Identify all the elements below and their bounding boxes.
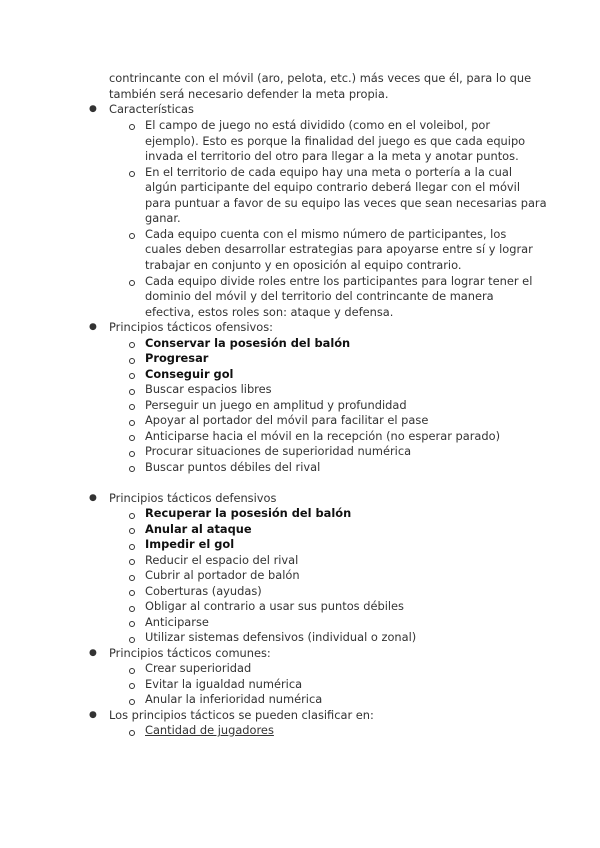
circle-bullet xyxy=(129,233,135,239)
circle-bullet xyxy=(129,590,135,596)
bullet-dot: ● xyxy=(89,648,97,658)
circle-bullet xyxy=(129,420,135,426)
list-item-line: ejemplo). Esto es porque la finalidad del juego es que cada equipo xyxy=(145,134,526,148)
list-item-underlined: Cantidad de jugadores xyxy=(145,723,274,737)
list-item-line: invada el territorio del otro para llegar a la meta y anotar puntos. xyxy=(145,149,519,163)
list-item: Procurar situaciones de superioridad numérica xyxy=(145,444,412,458)
list-item-line: Cada equipo divide roles entre los participantes para lograr tener el xyxy=(145,274,533,288)
list-item: Anular la inferioridad numérica xyxy=(145,692,323,706)
section-heading-defensivos: Principios tácticos defensivos xyxy=(109,491,277,505)
circle-bullet xyxy=(129,699,135,705)
list-item-bold: Conservar la posesión del balón xyxy=(145,336,351,350)
list-item-line: Cada equipo cuenta con el mismo número de participantes, los xyxy=(145,227,507,241)
bullet-dot: ● xyxy=(89,322,97,332)
list-item-bold: Anular al ataque xyxy=(145,522,252,536)
circle-bullet xyxy=(129,342,135,348)
list-item: Apoyar al portador del móvil para facilitar el pase xyxy=(145,413,429,427)
list-item: Reducir el espacio del rival xyxy=(145,553,299,567)
circle-bullet xyxy=(129,404,135,410)
circle-bullet xyxy=(129,358,135,364)
list-item: Anticiparse hacia el móvil en la recepción (no esperar parado) xyxy=(145,429,501,443)
list-item: Utilizar sistemas defensivos (individual o zonal) xyxy=(145,630,417,644)
circle-bullet xyxy=(129,513,135,519)
bullet-dot: ● xyxy=(89,710,97,720)
list-item-bold: Impedir el gol xyxy=(145,537,235,551)
list-item-line: cuales deben desarrollar estrategias para apoyarse entre sí y lograr xyxy=(145,242,533,256)
list-item: Cubrir al portador de balón xyxy=(145,568,300,582)
list-item-line: ganar. xyxy=(145,211,181,225)
circle-bullet xyxy=(129,466,135,472)
circle-bullet xyxy=(129,559,135,565)
list-item: Buscar espacios libres xyxy=(145,382,272,396)
list-item-line: trabajar en conjunto y en oposición al equipo contrario. xyxy=(145,258,462,272)
intro-line: también será necesario defender la meta propia. xyxy=(109,87,389,101)
circle-bullet xyxy=(129,373,135,379)
circle-bullet xyxy=(129,528,135,534)
bullet-dot: ● xyxy=(89,493,97,503)
list-item-line: El campo de juego no está dividido (como en el voleibol, por xyxy=(145,118,491,132)
section-heading-ofensivos: Principios tácticos ofensivos: xyxy=(109,320,273,334)
list-item-line: efectiva, estos roles son: ataque y defensa. xyxy=(145,305,394,319)
section-heading-caracteristicas: Características xyxy=(109,102,194,116)
circle-bullet xyxy=(129,637,135,643)
section-heading-comunes: Principios tácticos comunes: xyxy=(109,646,271,660)
list-item-line: algún participante del equipo contrario deberá llegar con el móvil xyxy=(145,180,521,194)
list-item: Perseguir un juego en amplitud y profundidad xyxy=(145,398,407,412)
circle-bullet xyxy=(129,124,135,130)
circle-bullet xyxy=(129,389,135,395)
circle-bullet xyxy=(129,171,135,177)
list-item-bold: Conseguir gol xyxy=(145,367,234,381)
intro-line: contrincante con el móvil (aro, pelota, etc.) más veces que él, para lo que xyxy=(109,71,532,85)
bullet-dot: ● xyxy=(89,104,97,114)
list-item: Evitar la igualdad numérica xyxy=(145,677,303,691)
list-item-line: dominio del móvil y del territorio del contrincante de manera xyxy=(145,289,494,303)
circle-bullet xyxy=(129,621,135,627)
circle-bullet xyxy=(129,435,135,441)
circle-bullet xyxy=(129,606,135,612)
list-item-line: En el territorio de cada equipo hay una meta o portería a la cual xyxy=(145,165,513,179)
list-item-bold: Recuperar la posesión del balón xyxy=(145,506,352,520)
list-item: Buscar puntos débiles del rival xyxy=(145,460,321,474)
circle-bullet xyxy=(129,730,135,736)
circle-bullet xyxy=(129,280,135,286)
circle-bullet xyxy=(129,544,135,550)
list-item: Anticiparse xyxy=(145,615,209,629)
list-item-line: para puntuar a favor de su equipo las veces que sean necesarias para xyxy=(145,196,547,210)
section-heading-clasificacion: Los principios tácticos se pueden clasificar en: xyxy=(109,708,374,722)
circle-bullet xyxy=(129,451,135,457)
list-item: Coberturas (ayudas) xyxy=(145,584,262,598)
circle-bullet xyxy=(129,668,135,674)
list-item: Crear superioridad xyxy=(145,661,252,675)
list-item-bold: Progresar xyxy=(145,351,209,365)
circle-bullet xyxy=(129,575,135,581)
list-item: Obligar al contrario a usar sus puntos débiles xyxy=(145,599,404,613)
circle-bullet xyxy=(129,683,135,689)
